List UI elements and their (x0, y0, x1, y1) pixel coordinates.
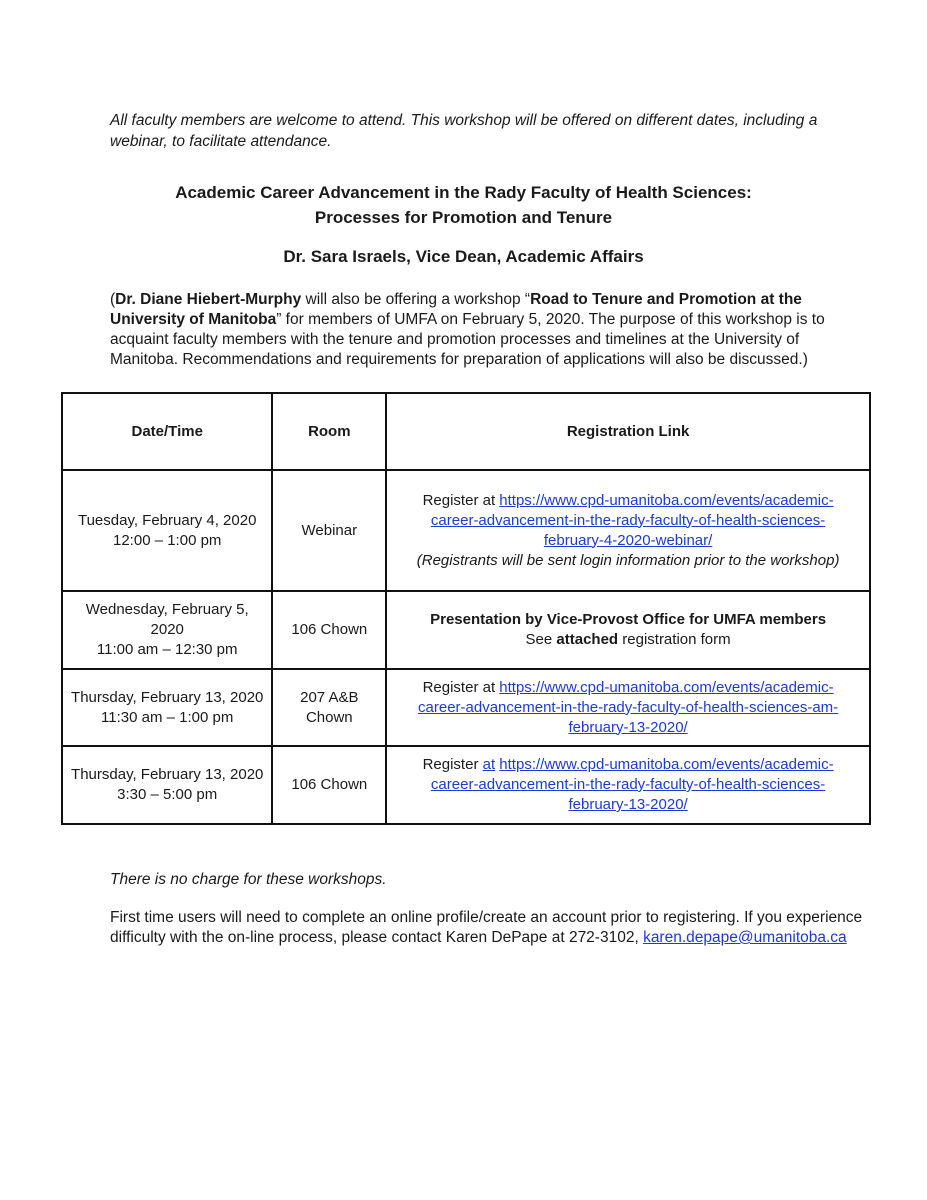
table-row (62, 591, 870, 669)
table-row (62, 746, 870, 824)
header-date-time: Date/Time (62, 393, 272, 470)
workshop-title (110, 180, 817, 230)
registration-link-line1[interactable]: https://www.cpd-umanitoba.com/events/academic- (499, 678, 834, 696)
register-at-link[interactable]: at (482, 756, 496, 773)
see-attached-text (393, 630, 863, 650)
contact-text: First time users will need to complete an online profile/create an account prior to registering. If you experience difficulty with the on-line process, please contact Karen DePape at 272-3102, (110, 909, 863, 946)
register-prefix: Register (422, 756, 483, 773)
row-time: 12:00 – 1:00 pm (113, 531, 222, 549)
note-open-paren: ( (110, 291, 116, 308)
contact-paragraph (110, 908, 870, 948)
cell-registration (386, 746, 870, 824)
registration-link-line3[interactable]: february-13-2020/ (568, 718, 688, 736)
cell-date-time (62, 470, 272, 591)
presenter: Dr. Sara Israels, Vice Dean, Academic Affairs (283, 247, 644, 266)
registration-link-line2[interactable]: career-advancement-in-the-rady-faculty-of-health-sciences- (430, 776, 826, 793)
register-prefix: Register at (422, 491, 500, 509)
table-header-row (62, 393, 870, 470)
attached-word: attached (556, 631, 619, 648)
cell-room (272, 669, 386, 746)
note-text1: will also be offering a workshop “ (301, 291, 531, 308)
registration-note: (Registrants will be sent login information prior to the workshop) (416, 551, 840, 569)
registration-link-line1[interactable]: https://www.cpd-umanitoba.com/events/academic- (499, 491, 834, 509)
see-prefix: See (525, 631, 557, 648)
intro-text: All faculty members are welcome to attend. This workshop will be offered on different dates, including a webinar, to facilitate attendance. (110, 112, 818, 150)
note-paragraph (110, 290, 870, 370)
row-time: 11:30 am – 1:00 pm (101, 708, 234, 726)
row-time: 3:30 – 5:00 pm (117, 786, 218, 803)
note-workshop-title: Road to Tenure and Promotion at the University of Manitoba (110, 291, 802, 328)
register-prefix: Register at (422, 678, 500, 696)
cell-room: Webinar (272, 470, 386, 591)
table-row (62, 470, 870, 591)
registration-link-line3[interactable]: february-13-2020/ (568, 796, 688, 813)
registration-link-line2[interactable]: career-advancement-in-the-rady-faculty-of-health-sciences- (430, 511, 826, 529)
note-text2: ” for members of UMFA on February 5, 2020. The purpose of this workshop is to acquaint faculty members with the tenure and promotion processes and timelines at the University of Manitoba. Recommendations and requirements for preparation of applications will also be discussed.) (110, 311, 825, 368)
cell-room: 106 Chown (272, 591, 386, 669)
row-date: Tuesday, February 4, 2020 (77, 511, 257, 529)
note-speaker: Dr. Diane Hiebert-Murphy (115, 291, 302, 308)
registration-link-line2[interactable]: career-advancement-in-the-rady-faculty-of-health-sciences-am- (418, 698, 839, 716)
cell-registration (386, 591, 870, 669)
cell-date-time (62, 746, 272, 824)
see-suffix: registration form (618, 631, 731, 648)
cell-registration (386, 669, 870, 746)
row-date-line2: 2020 (150, 621, 184, 638)
workshop-title-line2: Processes for Promotion and Tenure (314, 208, 613, 227)
header-registration-link: Registration Link (386, 393, 870, 470)
row-date: Thursday, February 13, 2020 (71, 688, 264, 706)
no-charge-note: There is no charge for these workshops. (110, 871, 387, 888)
registration-link-line1[interactable]: https://www.cpd-umanitoba.com/events/academic- (499, 756, 834, 773)
cell-registration (386, 470, 870, 591)
cell-date-time (62, 669, 272, 746)
room-line2: Chown (305, 708, 353, 726)
registration-link-line3[interactable]: february-4-2020-webinar/ (543, 531, 713, 549)
room-line1: 207 A&B (300, 688, 359, 706)
row-date: Thursday, February 13, 2020 (71, 766, 264, 783)
table-row (62, 669, 870, 746)
row-time: 11:00 am – 12:30 pm (96, 641, 238, 658)
workshop-title-line1: Academic Career Advancement in the Rady Faculty of Health Sciences: (175, 183, 752, 202)
contact-email-link[interactable]: karen.depape@umanitoba.ca (643, 929, 847, 946)
schedule-table (61, 392, 871, 825)
row-date-line1: Wednesday, February 5, (85, 601, 249, 618)
presentation-text: Presentation by Vice-Provost Office for UMFA members (430, 611, 827, 628)
header-room: Room (272, 393, 386, 470)
cell-date-time (62, 591, 272, 669)
cell-room: 106 Chown (272, 746, 386, 824)
